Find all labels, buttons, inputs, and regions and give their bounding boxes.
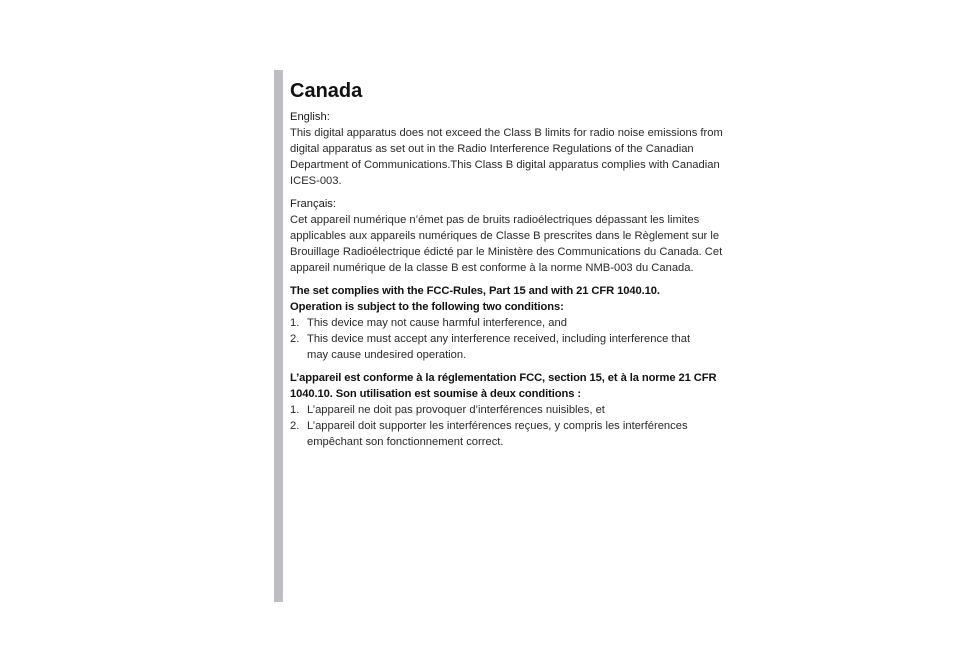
fcc-french-section [290, 370, 732, 450]
page-title: Canada [290, 80, 363, 102]
list-item-text: L’appareil doit supporter les interférences reçues, y compris les interférences empêchant son fonctionnement correct. [307, 420, 688, 448]
english-section [290, 109, 732, 189]
list-item-number: 2. [290, 420, 300, 432]
list-item-number: 1. [290, 404, 300, 416]
english-text: This digital apparatus does not exceed the Class B limits for radio noise emissions from digital apparatus as set out in the Radio Interference Regulations of the Canadian Department of Communications.This Class B digital apparatus complies with Canadian ICES-003. [290, 127, 723, 187]
fcc-french-heading: L’appareil est conforme à la réglementation FCC, section 15, et à la norme 21 CFR 1040.10. Son utilisation est soumise à deux conditions : [290, 372, 717, 400]
list-item [290, 418, 732, 450]
fcc-english-heading: The set complies with the FCC-Rules, Part 15 and with 21 CFR 1040.10. Operation is subject to the following two conditions: [290, 285, 660, 313]
list-item-text: This device may not cause harmful interference, and [307, 317, 567, 329]
list-item-text: This device must accept any interference received, including interference that may cause undesired operation. [307, 333, 691, 361]
fcc-english-section [290, 283, 732, 363]
fcc-english-conditions [290, 315, 732, 363]
list-item-number: 2. [290, 333, 300, 345]
document-content [290, 78, 732, 450]
french-text: Cet appareil numérique n’émet pas de bruits radioélectriques dépassant les limites applicables aux appareils numériques de Classe B prescrites dans le Règlement sur le Brouillage Radioélectrique édicté par le Ministère des Communications du Canada. Cet appareil numérique de la classe B est conforme à la norme NMB-003 du Canada. [290, 214, 723, 274]
list-item [290, 402, 732, 418]
list-item [290, 315, 732, 331]
list-item-number: 1. [290, 317, 300, 329]
list-item [290, 331, 732, 363]
list-item-text: L’appareil ne doit pas provoquer d’interférences nuisibles, et [307, 404, 605, 416]
side-bar [274, 70, 283, 602]
english-label: English: [290, 111, 330, 123]
fcc-french-conditions [290, 402, 732, 450]
french-section [290, 196, 732, 276]
french-label: Français: [290, 198, 337, 210]
